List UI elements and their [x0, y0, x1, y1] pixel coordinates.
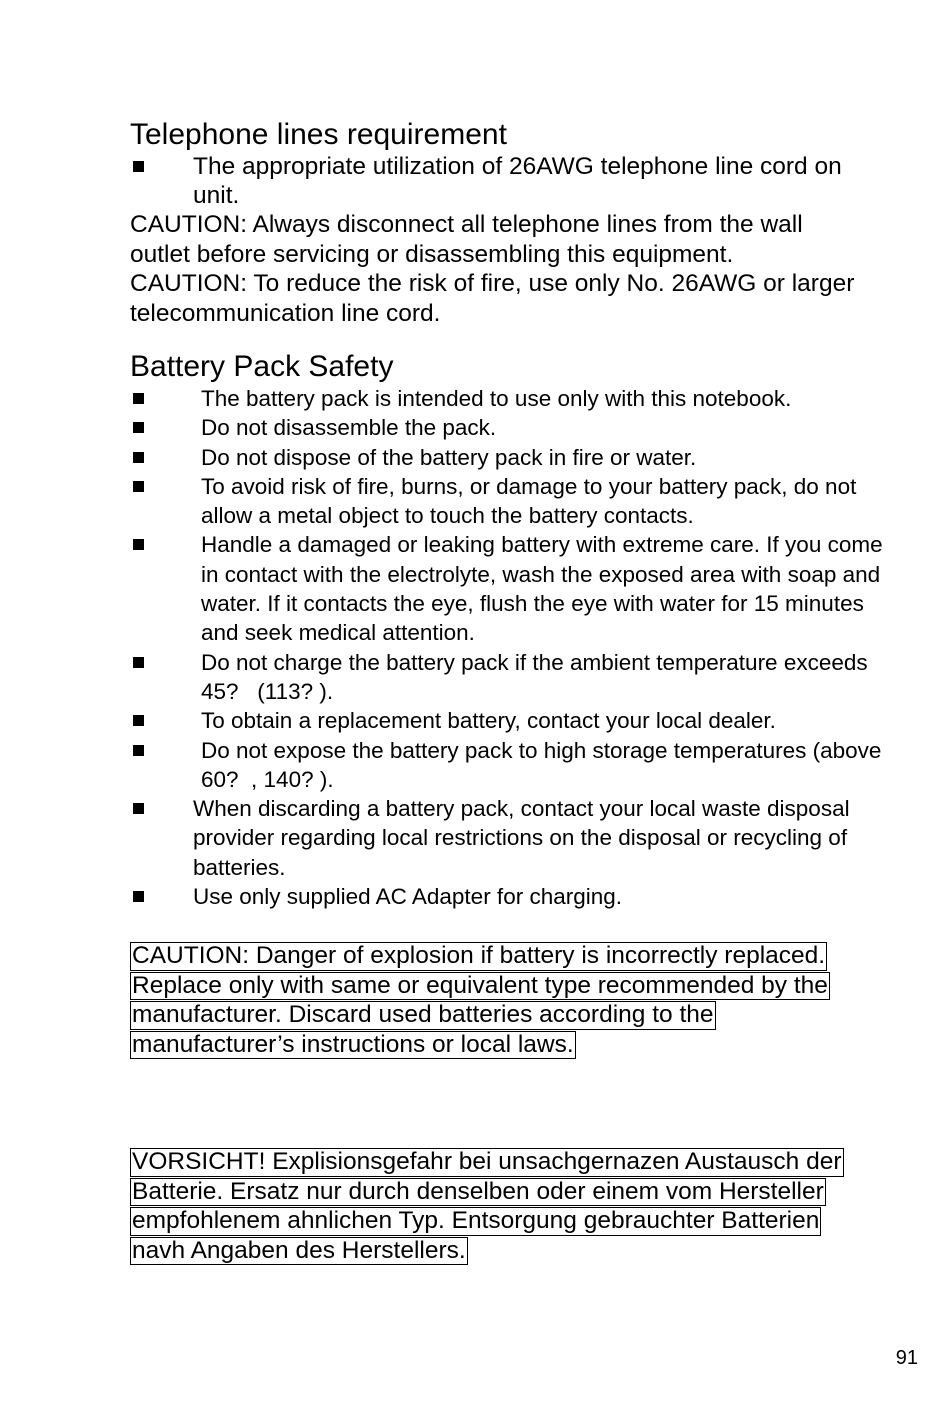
list-item-line: batteries. — [193, 854, 286, 880]
page-number: 91 — [895, 1347, 918, 1369]
list-item — [130, 152, 930, 210]
square-bullet-icon — [133, 393, 144, 404]
boxed-line: VORSICHT! Explisionsgefahr bei unsachgernazen Austausch der — [132, 1148, 842, 1176]
boxed-line: empfohlenem ahnlichen Typ. Entsorgung gebrauchter Batterien — [132, 1207, 820, 1235]
boxed-line: CAUTION: Danger of explosion if battery is incorrectly replaced. — [132, 942, 826, 970]
square-bullet-icon — [133, 161, 144, 172]
caution-line: CAUTION: Always disconnect all telephone lines from the wall — [130, 211, 803, 238]
list-item — [130, 648, 930, 707]
list-item — [130, 530, 930, 647]
caution-line: CAUTION: To reduce the risk of fire, use only No. 26AWG or larger — [130, 270, 855, 297]
list-item-line: allow a metal object to touch the battery contacts. — [201, 503, 694, 529]
list-item — [130, 882, 930, 911]
list-item-line: The appropriate utilization of 26AWG telephone line cord on — [193, 153, 842, 180]
boxed-line: manufacturer. Discard used batteries according to the — [132, 1001, 714, 1029]
boxed-line: navh Angaben des Herstellers. — [132, 1236, 466, 1264]
square-bullet-icon — [133, 803, 144, 814]
list-item-line: Handle a damaged or leaking battery with extreme care. If you come — [201, 532, 883, 558]
list-item-line: Do not dispose of the battery pack in fire or water. — [201, 444, 697, 470]
telephone-heading: Telephone lines requirement — [130, 118, 507, 151]
square-bullet-icon — [133, 452, 144, 463]
list-item-line: The battery pack is intended to use only with this notebook. — [201, 386, 792, 411]
list-item-line: To obtain a replacement battery, contact your local dealer. — [201, 708, 776, 734]
caution-line: outlet before servicing or disassembling this equipment. — [130, 240, 734, 268]
list-item-line: Do not disassemble the pack. — [201, 415, 497, 441]
square-bullet-icon — [133, 422, 144, 433]
list-item-line: Do not expose the battery pack to high storage temperatures (above — [201, 737, 882, 763]
list-item-line: unit. — [193, 182, 240, 209]
telephone-bullet-list — [130, 152, 930, 210]
battery-heading: Battery Pack Safety — [130, 350, 394, 383]
list-item-line: 60? , 140? ). — [201, 766, 334, 792]
list-item-line: in contact with the electrolyte, wash the exposed area with soap and — [201, 561, 881, 587]
square-bullet-icon — [133, 715, 144, 726]
document-page — [130, 118, 930, 1265]
boxed-line: Batterie. Ersatz nur durch denselben oder einem vom Hersteller — [132, 1177, 824, 1205]
square-bullet-icon — [133, 539, 144, 550]
caution-explosion-box — [130, 941, 930, 1059]
square-bullet-icon — [133, 481, 144, 492]
list-item — [130, 384, 930, 413]
list-item-line: 45? (113? ). — [201, 678, 334, 704]
boxed-line: Replace only with same or equivalent type recommended by the — [132, 971, 828, 999]
list-item-line: provider regarding local restrictions on the disposal or recycling of — [193, 825, 848, 851]
caution-line: telecommunication line cord. — [130, 299, 441, 327]
list-item-line: and seek medical attention. — [201, 620, 475, 646]
list-item — [130, 706, 930, 735]
list-item — [130, 443, 930, 472]
square-bullet-icon — [133, 891, 144, 902]
list-item — [130, 736, 930, 795]
list-item — [130, 413, 930, 442]
square-bullet-icon — [133, 657, 144, 668]
battery-bullet-list — [130, 384, 930, 911]
vorsicht-box — [130, 1147, 930, 1265]
list-item — [130, 472, 930, 531]
caution-fire — [130, 269, 930, 328]
list-item-line: When discarding a battery pack, contact your local waste disposal — [193, 796, 850, 822]
boxed-line: manufacturer’s instructions or local laws. — [132, 1030, 574, 1058]
list-item — [130, 794, 930, 882]
caution-disconnect — [130, 210, 930, 269]
list-item-line: Do not charge the battery pack if the ambient temperature exceeds — [201, 649, 868, 675]
list-item-line: Use only supplied AC Adapter for charging. — [193, 884, 623, 910]
square-bullet-icon — [133, 745, 144, 756]
list-item-line: water. If it contacts the eye, flush the eye with water for 15 minutes — [201, 591, 864, 617]
list-item-line: To avoid risk of fire, burns, or damage to your battery pack, do not — [201, 473, 857, 499]
